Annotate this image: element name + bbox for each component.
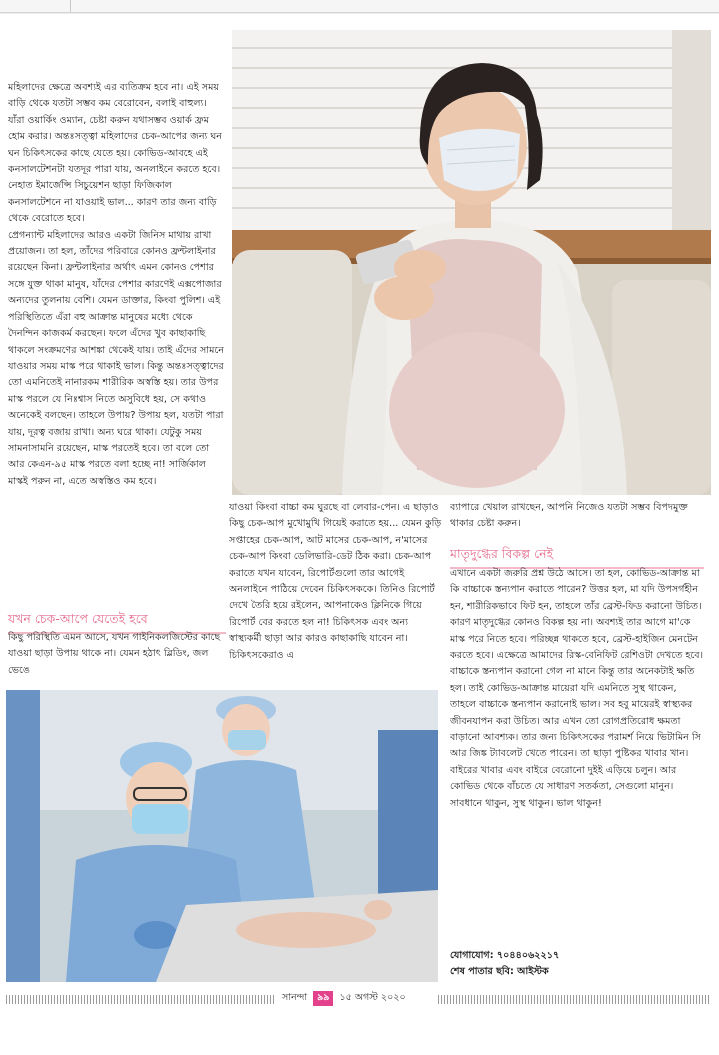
article-column-3: ব্যাপারে খেয়াল রাখছেন, আপনি নিজেও যতটা সম্ভব বিপদমুক্ত থাকার চেষ্টা করুন। <box>450 502 688 530</box>
footer-magazine-name: সানন্দা <box>282 992 308 1003</box>
article-column-1-continued: কিছু পরিস্থিতি এমন আসে, যখন গাইনিকলজিস্টের কাছে যাওয়া ছাড়া উপায় থাকে না। যেমন হঠাৎ ব্লিডিং, জল ভেঙে <box>8 632 221 676</box>
contact-line: যোগাযোগ: ৭০৪৪০৬২২১৭ <box>450 950 560 961</box>
footer-folio <box>282 991 406 1006</box>
photo-surgical-team <box>6 690 438 982</box>
article-column-2: যাওয়া কিংবা বাচ্চা কম ঘুরছে বা লেবার-পেন। এ ছাড়াও কিছু চেক-আপ মুখোমুখি গিয়েই করাতে হয়... যেমন কুড়ি সপ্তাহের চেক-আপ, আট মাসের চেক-আপ, ন'মাসের চেক-আপ কিংবা ডেলিভারি-ডেট ঠিক করা। চেক-আপ করাতে যখন যাবেন, রিপোর্টগুলো তার আগেই অনলাইনে পাঠিয়ে দেবেন চিকিৎসককে। তিনিও রিপোর্ট দেখে তৈরি হয়ে রইলেন, আপনাকেও ক্লিনিকে গিয়ে রিপোর্ট বের করতে হল না! চিকিৎসক এবং অন্য স্বাস্থ্যকর্মী ছাড়া আর কারও কাছাকাছি যাবেন না। চিকিৎসকেরাও এ <box>229 502 442 661</box>
subheading-checkup-text: যখন চেক-আপে যেতেই হবে <box>8 611 148 626</box>
viewer-top-bar <box>0 0 719 13</box>
subheading-breastmilk-text: মাতৃদুগ্ধের বিকল্প নেই <box>450 546 554 561</box>
photo-pregnant-woman-phone <box>232 30 711 495</box>
photo-credit: শেষ পাতার ছবি: আইস্টক <box>450 966 549 977</box>
top-bar-divider <box>70 0 71 12</box>
footer-tick-rule-left <box>6 995 276 1004</box>
article-column-3-continued: এখানে একটা জরুরি প্রশ্ন উঠে আসে। তা হল, কোভিড-আক্রান্ত মা কি বাচ্চাকে স্তন্যপান করাতে পারেন? উত্তর হল, মা যদি উপসর্গহীন হন, শারীরিকভাবে ফিট হন, তাহলে তাঁর ব্রেস্ট-ফিড করানো উচিত। কারণ মাতৃদুগ্ধের কোনও বিকল্প হয় না। অবশ্যই তার আগে মা'কে মাস্ক পরে নিতে হবে। পরিচ্ছন্ন থাকতে হবে, ব্রেস্ট-হাইজিন মেনটেন করতে হবে। এক্ষেত্রে আমাদের রিস্ক-বেনিফিট রেশিওটা দেখতে হবে। বাচ্চাকে স্তন্যপান করানো গেল না মানে কিন্তু তার অনেকটাই ক্ষতি হল। তাই কোভিড-আক্রান্ত মায়েরা যদি এমনিতে সুস্থ থাকেন, তাহলে বাচ্চাকে স্তন্যপান করানোই ভাল। সব হবু মায়েরই স্বাস্থ্যকর জীবনযাপন করা উচিত। আর এখন তো রোগপ্রতিরোধ ক্ষমতা বাড়ানো আবশ্যক। তার জন্য চিকিৎসকের পরামর্শ নিয়ে ভিটামিন সি আর জিঙ্ক ট্যাবলেট খেতে পারেন। তা ছাড়া পুষ্টিকর খাবার খান। বাইরের খাবার এবং বাইরে বেরোনো দুইই এড়িয়ে চলুন। আর কোভিড থেকে বাঁচতে যে সাধারণ সতর্কতা, সেগুলো মানুন। সাবধানে থাকুন, সুস্থ থাকুন। ভাল থাকুন! <box>450 568 704 809</box>
footer-page-number: ৯৯ <box>313 991 333 1006</box>
article-column-1: মহিলাদের ক্ষেত্রে অবশ্যই এর ব্যতিক্রম হবে না। এই সময় বাড়ি থেকে যতটা সম্ভব কম বেরোবেন, বলাই বাহুল্য। যাঁরা ওয়ার্কিং ওম্যান, চেষ্টা করুন যথাসম্ভব ওয়ার্ক ফ্রম হোম করার। অন্তঃসত্ত্বা মহিলাদের চেক-আপের জন্য ঘন ঘন চিকিৎসকের কাছে যেতে হয়। কোভিড-আবহে এই কনসালটেশনটা যতদূর পারা যায়, অনলাইনে করতে হবে। নেহাত ইমার্জেন্সি সিচুয়েশন ছাড়া ফিজিকাল কনসালটেশনে না যাওয়াই ভাল... কারণ তার জন্য বাড়ি থেকে বেরোতে হবে। প্রেগন্যান্ট মহিলাদের আরও একটা জিনিস মাথায় রাখা প্রয়োজন। তা হল, তাঁদের পরিবারে কোনও ফ্রন্টলাইনার রয়েছেন কিনা। ফ্রন্টলাইনার অর্থাৎ এমন কোনও পেশার সঙ্গে যুক্ত থাকা মানুষ, যাঁদের পেশার কারণেই এক্সপোজার অন্যদের তুলনায় বেশি। যেমন ডাক্তার, কিংবা পুলিশ। এই পরিস্থিতিতে এঁরা বহু আক্রান্ত মানুষের মধ্যে থেকে দৈনন্দিন কাজকর্ম করছেন। ফলে এঁদের খুব কাছাকাছি থাকলে সংক্রমণের আশঙ্কা থেকেই যায়। তাই এঁদের সামনে যাওয়ার সময় মাস্ক পরে থাকাই ভাল। কিন্তু অন্তঃসত্ত্বাদের তো এমনিতেই নানারকম শারীরিক অস্বস্তি হয়। তার উপর মাস্ক পরলে যে নিঃশ্বাস নিতে অসুবিধে হয়, সে কথাও অনেকেই বলছেন। তাহলে উপায়? উপায় হল, যতটা পারা যায়, দূরত্ব বজায় রাখা। অন্য ঘরে থাকা। যেটুকু সময় সামনাসামনি রয়েছেন, মাস্ক পরতেই হবে। তা বলে তো আর কেএন-৯৫ মাস্ক পরতে বলা হচ্ছে না! সার্জিকাল মাস্কই পরুন না, এতে অস্বস্তিও কম হবে। <box>8 82 224 487</box>
footer-date: ১৫ অগস্ট ২০২০ <box>339 992 406 1003</box>
footer-tick-rule-right <box>438 995 710 1004</box>
